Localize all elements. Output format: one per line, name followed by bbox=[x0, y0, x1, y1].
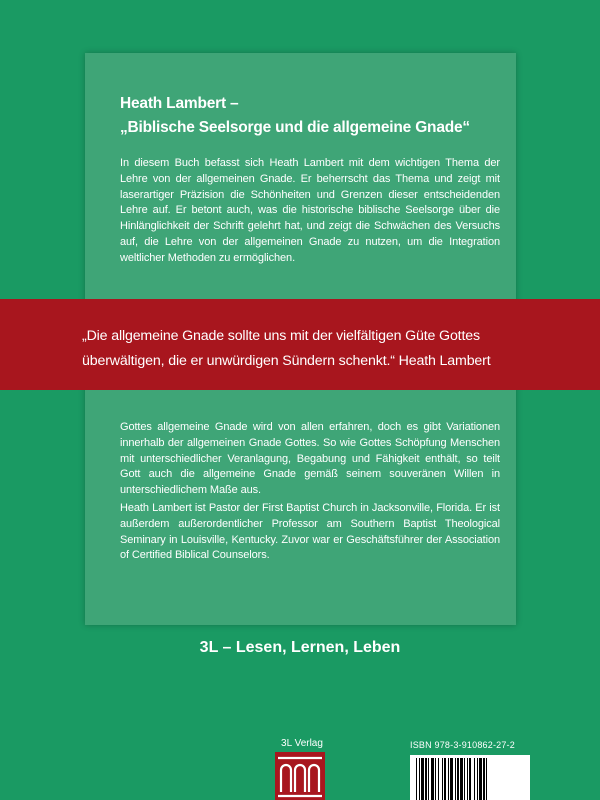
barcode-bar bbox=[450, 758, 453, 800]
three-arches-logo-icon bbox=[275, 752, 325, 800]
barcode-bar bbox=[419, 758, 420, 800]
barcode-bar bbox=[438, 758, 439, 800]
publisher-name: 3L Verlag bbox=[281, 738, 323, 749]
barcode-bar bbox=[479, 758, 482, 800]
barcode-bar bbox=[457, 758, 459, 800]
title-line-2: „Biblische Seelsorge und die allgemeine Gnade“ bbox=[120, 119, 470, 136]
barcode-bar bbox=[464, 758, 465, 800]
barcode-bar bbox=[425, 758, 427, 800]
grace-paragraph: Gottes allgemeine Gnade wird von allen erfahren, doch es gibt Variationen innerhalb der allgemeinen Gnade Gottes. So wie Gottes Schöpfung Menschen mit unterschiedlicher Veranlagung, Begabung und Fähigkeit enthält, so teilt Gott auch die allgemeine Gnade gemäß seinem souveränen Willen in unterschiedlichem Maße aus. bbox=[120, 421, 500, 497]
barcode-bar bbox=[448, 758, 449, 800]
barcode-bar bbox=[469, 758, 471, 800]
barcode-bar bbox=[477, 758, 478, 800]
barcode-bar bbox=[444, 758, 446, 800]
barcode-bar bbox=[483, 758, 485, 800]
barcode-bar bbox=[460, 758, 463, 800]
barcode-bar bbox=[486, 758, 487, 800]
publisher-slogan: 3L – Lesen, Lernen, Leben bbox=[199, 639, 401, 656]
barcode-bar bbox=[421, 758, 424, 800]
barcode-bar bbox=[428, 758, 429, 800]
barcode-icon bbox=[410, 755, 530, 800]
isbn-label: ISBN 978-3-910862-27-2 bbox=[410, 740, 515, 750]
author-bio-paragraph: Heath Lambert ist Pastor der First Baptist Church in Jacksonville, Florida. Er ist außerdem außerordentlicher Professor am Southern Baptist Theological Seminary in Louisville, Kentucky. Zuvor war er Geschäftsführer der Association of Certified Biblical Counselors. bbox=[120, 502, 500, 562]
barcode-bar bbox=[474, 758, 475, 800]
quote bbox=[82, 324, 532, 374]
barcode-bar bbox=[455, 758, 456, 800]
description-paragraph: In diesem Buch befasst sich Heath Lambert mit dem wichtigen Thema der Lehre von der allgemeinen Gnade. Er beherrscht das Thema und zeigt mit laserartiger Präzision die Schönheiten und Grenzen dieser entscheidenden Lehre auf. Er betont auch, was die historische biblische Seelsorge über die Hinlänglichkeit der Schrift gelehrt hat, und zeigt die Schwächen des Versuchs auf, die Lehre von der allgemeinen Gnade zu nutzen, um die Integration weltlicher Methoden zu ermöglichen. bbox=[120, 157, 500, 264]
book-title bbox=[120, 92, 500, 140]
barcode-bar bbox=[416, 758, 417, 800]
barcode-bar bbox=[431, 758, 434, 800]
quote-line-1: „Die allgemeine Gnade sollte uns mit der vielfältigen Güte Gottes bbox=[82, 328, 480, 344]
title-line-1: Heath Lambert – bbox=[120, 95, 239, 112]
barcode-bar bbox=[435, 758, 436, 800]
barcode-bar bbox=[442, 758, 443, 800]
quote-line-2: überwältigen, die er unwürdigen Sündern schenkt.“ Heath Lambert bbox=[82, 353, 491, 369]
barcode-bar bbox=[467, 758, 468, 800]
